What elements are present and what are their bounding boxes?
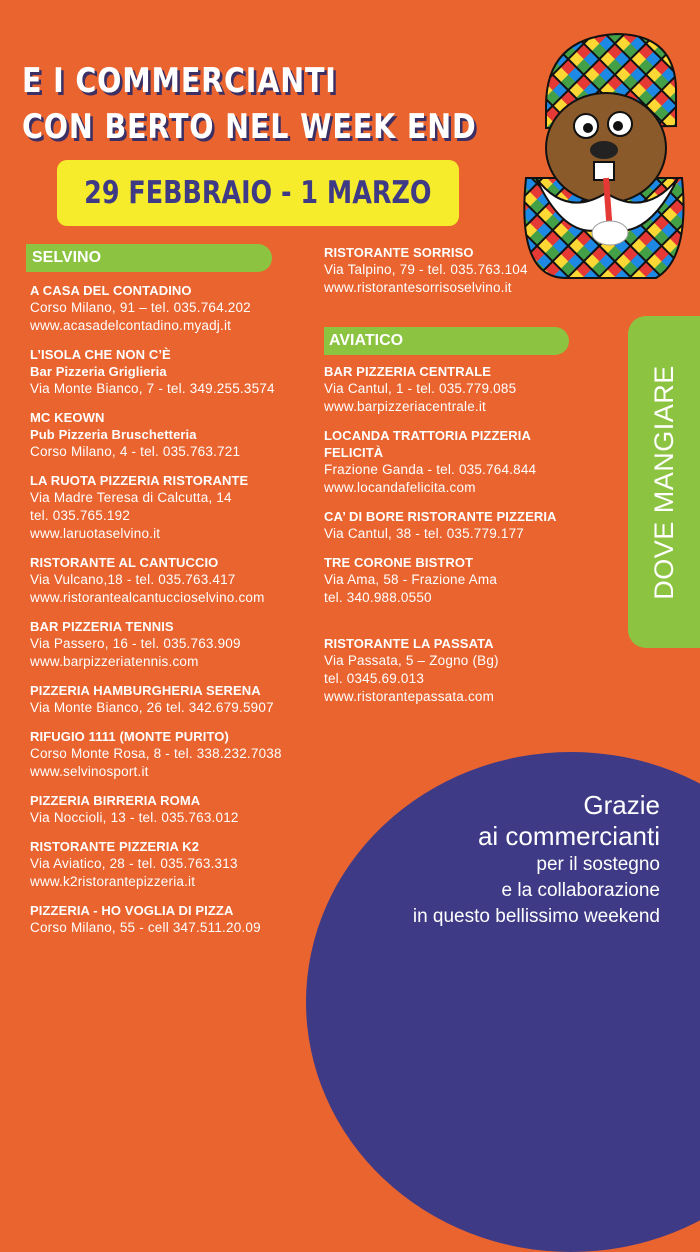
right-column [324, 244, 614, 717]
list-item [324, 508, 614, 543]
thanks-line-5: in questo bellissimo weekend [412, 906, 660, 927]
entry-subtitle: Pub Pizzeria Bruschetteria [30, 427, 197, 442]
entry-line: Via Ama, 58 - Frazione Ama [324, 572, 498, 587]
list-item [30, 902, 320, 937]
entry-website[interactable]: www.barpizzeriatennis.com [30, 654, 199, 669]
entry-name: RIFUGIO 1111 (MONTE PURITO) [30, 729, 229, 744]
entry-website[interactable]: www.locandafelicita.com [324, 480, 476, 495]
side-tab [628, 316, 700, 648]
entry-line: Via Aviatico, 28 - tel. 035.763.313 [30, 856, 238, 871]
entry-line: tel. 340.988.0550 [324, 590, 432, 605]
list-item [30, 838, 320, 891]
list-item [324, 554, 614, 607]
entry-name: CA’ DI BORE RISTORANTE PIZZERIA [324, 509, 557, 524]
headline [22, 58, 477, 150]
entry-name: RISTORANTE AL CANTUCCIO [30, 555, 219, 570]
list-item [324, 635, 614, 706]
headline-line-2: CON BERTO NEL WEEK END [22, 107, 477, 147]
list-item [30, 792, 320, 827]
entry-name: MC KEOWN [30, 410, 105, 425]
entry-line: Via Cantul, 38 - tel. 035.779.177 [324, 526, 524, 541]
entry-website[interactable]: www.laruotaselvino.it [30, 526, 161, 541]
list-item [30, 728, 320, 781]
entry-name: RISTORANTE PIZZERIA K2 [30, 839, 200, 854]
list-item [30, 409, 320, 461]
thanks-line-1: Grazie [583, 790, 660, 820]
entry-website[interactable]: www.ristorantealcantuccioselvino.com [30, 590, 265, 605]
entry-name: PIZZERIA - HO VOGLIA DI PIZZA [30, 903, 234, 918]
aviatico-section-header: AVIATICO [324, 327, 569, 355]
entry-name: PIZZERIA HAMBURGHERIA SERENA [30, 683, 261, 698]
entry-line: Via Monte Bianco, 26 tel. 342.679.5907 [30, 700, 274, 715]
thanks-line-4: e la collaborazione [501, 880, 660, 901]
thanks-line-3: per il sostegno [536, 854, 660, 875]
entry-line: Frazione Ganda - tel. 035.764.844 [324, 462, 537, 477]
entry-line: Via Noccioli, 13 - tel. 035.763.012 [30, 810, 239, 825]
thanks-message [330, 790, 660, 930]
entry-line: Via Cantul, 1 - tel. 035.779.085 [324, 381, 517, 396]
list-item [30, 618, 320, 671]
entry-website[interactable]: www.ristorantesorrisoselvino.it [324, 280, 512, 295]
entry-line: Via Talpino, 79 - tel. 035.763.104 [324, 262, 528, 277]
entry-name: RISTORANTE SORRISO [324, 245, 474, 260]
entry-line: Corso Monte Rosa, 8 - tel. 338.232.7038 [30, 746, 282, 761]
list-item [324, 363, 614, 416]
selvino-section-header: SELVINO [26, 244, 272, 272]
entry-line: Corso Milano, 91 – tel. 035.764.202 [30, 300, 251, 315]
date-text: 29 FEBBRAIO - 1 MARZO [84, 175, 432, 211]
list-item [30, 282, 320, 335]
entry-name: TRE CORONE BISTROT [324, 555, 474, 570]
entry-line: Via Monte Bianco, 7 - tel. 349.255.3574 [30, 381, 275, 396]
entry-line: Via Madre Teresa di Calcutta, 14 [30, 490, 232, 505]
side-tab-label: DOVE MANGIARE [648, 364, 679, 600]
entry-subtitle: Bar Pizzeria Griglieria [30, 364, 167, 379]
entry-name: BAR PIZZERIA TENNIS [30, 619, 174, 634]
berto-mascot-illustration [506, 28, 690, 280]
list-item [324, 427, 614, 497]
list-item [30, 472, 320, 543]
list-item [30, 682, 320, 717]
entry-website[interactable]: www.barpizzeriacentrale.it [324, 399, 487, 414]
headline-line-1: E I COMMERCIANTI [22, 61, 337, 101]
entry-website[interactable]: www.k2ristorantepizzeria.it [30, 874, 196, 889]
entry-line: tel. 0345.69.013 [324, 671, 425, 686]
list-item [30, 346, 320, 398]
entry-name: L’ISOLA CHE NON C’È [30, 347, 171, 362]
thanks-line-2: ai commercianti [477, 821, 660, 851]
entry-line: tel. 035.765.192 [30, 508, 131, 523]
list-item [30, 554, 320, 607]
entry-line: Via Passata, 5 – Zogno (Bg) [324, 653, 499, 668]
entry-website[interactable]: www.acasadelcontadino.myadj.it [30, 318, 232, 333]
entry-name: RISTORANTE LA PASSATA [324, 636, 494, 651]
entry-line: Corso Milano, 4 - tel. 035.763.721 [30, 444, 241, 459]
entry-line: Via Vulcano,18 - tel. 035.763.417 [30, 572, 236, 587]
entry-line: Via Passero, 16 - tel. 035.763.909 [30, 636, 241, 651]
entry-name: PIZZERIA BIRRERIA ROMA [30, 793, 201, 808]
entry-name: A CASA DEL CONTADINO [30, 283, 192, 298]
entry-website[interactable]: www.ristorantepassata.com [324, 689, 495, 704]
entry-name: BAR PIZZERIA CENTRALE [324, 364, 492, 379]
entry-line: Corso Milano, 55 - cell 347.511.20.09 [30, 920, 261, 935]
entry-name: LA RUOTA PIZZERIA RISTORANTE [30, 473, 249, 488]
selvino-column [30, 244, 320, 948]
entry-name: LOCANDA TRATTORIA PIZZERIA [324, 428, 531, 443]
entry-name-continued: FELICITÀ [324, 445, 384, 460]
list-item [324, 244, 614, 297]
date-banner [57, 160, 459, 226]
entry-website[interactable]: www.selvinosport.it [30, 764, 149, 779]
